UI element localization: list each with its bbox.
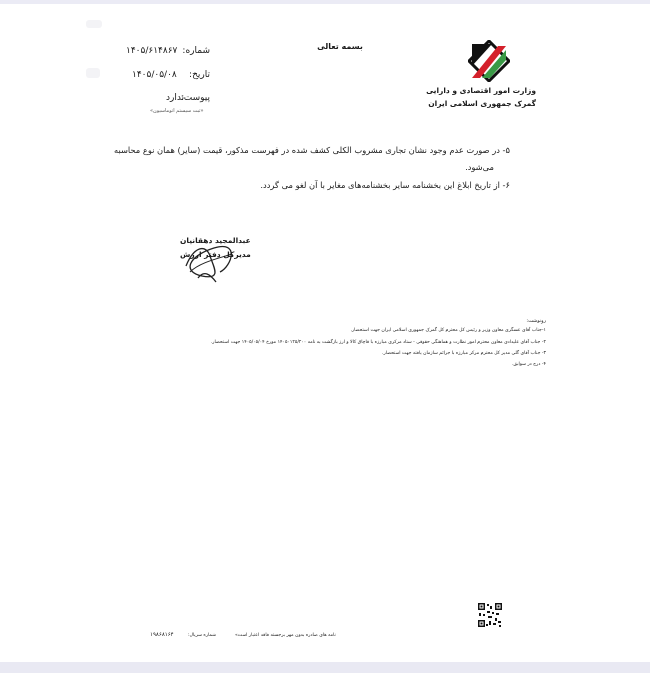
bismillah-heading: بسمه تعالی <box>317 42 363 51</box>
scan-smudge <box>86 20 102 28</box>
validity-note: نامه های صادره بدون مهر برجسته فاقد اعتبار است» <box>235 633 336 638</box>
attachment-label: پیوست: <box>180 93 210 103</box>
serial-label: شماره سریال: <box>188 633 216 638</box>
qr-code-icon <box>477 602 503 628</box>
attachment-value: ندارد <box>166 93 185 103</box>
number-label: شماره: <box>182 46 210 56</box>
document-page <box>0 4 650 662</box>
customs-logo-icon <box>468 40 510 82</box>
scan-smudge <box>86 68 100 78</box>
cc-item: ۲- جناب آقای علیدادی معاون محترم امور نظارت و هماهنگی حقوقی - ستاد مرکزی مبارزه با قاچاق کالا و ارز بازگشت به نامه ۱۴۰۵۰۱۲۵/۲۰۰ مورخ ۱۴۰۵/۰۵/۰۴ جهت استحضار. <box>210 340 546 345</box>
cc-item: ۱-جناب آقای عسگری معاون وزیر و رئیس کل محترم کل گمرک جمهوری اسلامی ایران جهت استحضار. <box>350 328 546 333</box>
paragraph-item-6: ۶- از تاریخ ابلاغ این بخشنامه سایر بخشنامه‌های مغایر با آن لغو می گردد. <box>260 180 510 190</box>
paragraph-item-5: ۵- در صورت عدم وجود نشان تجاری مشروب الکلی کشف شده در فهرست مذکور، قیمت (سایر) همان نوع محاسبه <box>114 145 510 155</box>
automation-footnote: «ثبت سیستم اتوماسیون» <box>150 108 204 114</box>
customs-name: گمرک جمهوری اسلامی ایران <box>428 99 536 108</box>
paragraph-item-5-continuation: می‌شود. <box>465 162 494 172</box>
date-value: ۱۴۰۵/۰۵/۰۸ <box>132 70 177 80</box>
cc-title: رونوشت: <box>526 318 546 324</box>
viewer-bottom-band <box>0 662 650 673</box>
date-label: تاریخ: <box>189 70 210 80</box>
serial-value: ۱۹۸۶۸۱۶۴ <box>150 632 174 638</box>
signer-name: عبدالمجید دهقانیان <box>180 236 251 245</box>
signer-title: مدیرکل دفتر ارزش <box>180 250 251 259</box>
ministry-name: وزارت امور اقتصادی و دارایی <box>426 86 536 95</box>
number-value: ۱۴۰۵/۶۱۴۸۶۷ <box>126 46 178 56</box>
cc-item: ۴- درج در سوابق. <box>511 362 546 367</box>
cc-item: ۳- جناب آقای گلی مدیر کل محترم مرکز مبارزه با جرائم سازمان یافته جهت استحضار. <box>382 351 546 356</box>
